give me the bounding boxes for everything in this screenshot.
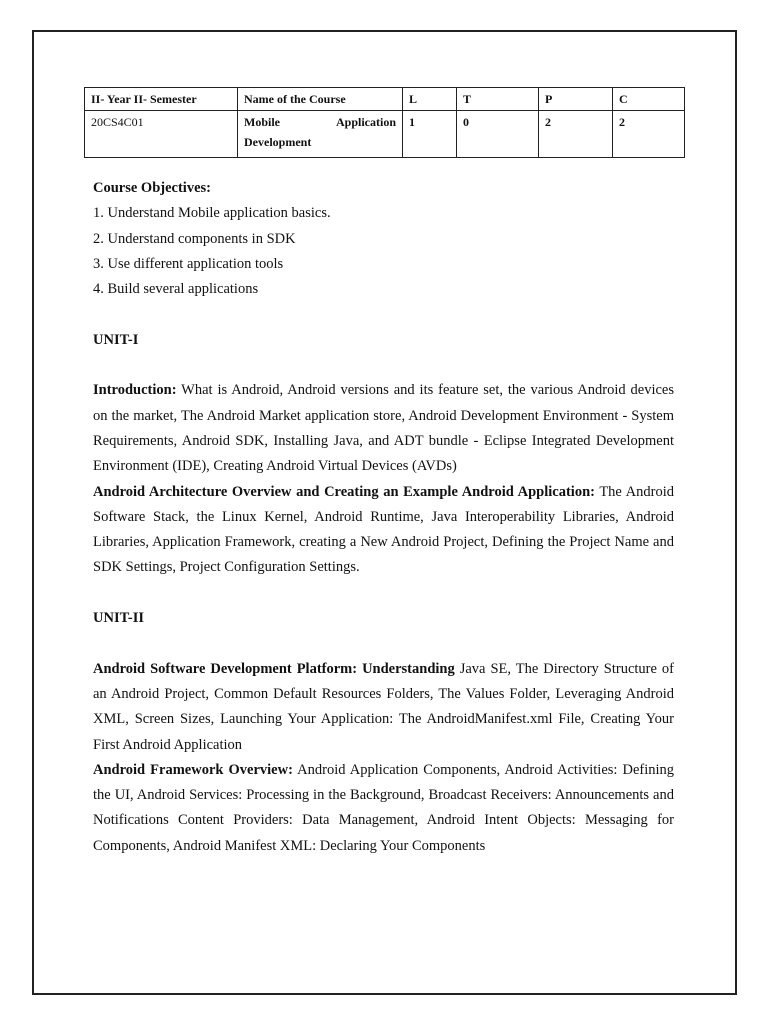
objective-item: 4. Build several applications (93, 281, 259, 298)
syllabus-content (93, 176, 674, 859)
practical-value: 2 (539, 111, 613, 158)
objective-item: 1. Understand Mobile application basics. (93, 205, 331, 222)
credits-header: C (613, 88, 685, 111)
credits-value: 2 (613, 111, 685, 158)
unit1-introduction-text: What is Android, Android versions and its feature set, the various Android devices on the market, The Android Market application store, Android Development Environment - System Requirements, Android SDK, Installing Java, and ADT bundle - Eclipse Integrated Development Environment (IDE), Creating Android Virtual Devices (AVDs) (93, 382, 674, 475)
course-name-header: Name of the Course (238, 88, 403, 111)
unit2-platform-title: Android Software Development Platform: Understanding (93, 660, 455, 677)
unit2-platform-paragraph (93, 657, 674, 758)
practical-header: P (539, 88, 613, 111)
objective-item: 2. Understand components in SDK (93, 230, 296, 247)
objective-item: 3. Use different application tools (93, 255, 284, 272)
unit2-framework-paragraph (93, 758, 674, 859)
lecture-value: 1 (403, 111, 457, 158)
table-header-row (85, 88, 685, 111)
unit1-architecture-title: Android Architecture Overview and Creating an Example Android Application: (93, 483, 595, 500)
unit1-introduction-title: Introduction: (93, 382, 177, 399)
course-name: Mobile Application Development (238, 111, 403, 158)
unit1-heading: UNIT-I (93, 331, 139, 348)
unit1-architecture-text: The Android Software Stack, the Linux Kernel, Android Runtime, Java Interoperability Libraries, Android Libraries, Application Framework, creating a New Android Project, Defining the Project Name and SDK Settings, Project Configuration Settings. (93, 483, 674, 576)
unit2-framework-text: Android Application Components, Android Activities: Defining the UI, Android Services: Processing in the Background, Broadcast Receivers: Announcements and Notifications Content Providers: Data Management, Android Intent Objects: Messaging for Components, Android Manifest XML: Declaring Your Components (93, 761, 675, 854)
tutorial-header: T (457, 88, 539, 111)
course-info-table (84, 87, 685, 158)
course-code: 20CS4C01 (85, 111, 238, 158)
unit1-architecture-paragraph (93, 480, 674, 581)
lecture-header: L (403, 88, 457, 111)
unit2-heading: UNIT-II (93, 610, 145, 627)
table-row (85, 111, 685, 158)
semester-header: II- Year II- Semester (85, 88, 238, 111)
unit2-platform-text: Java SE, The Directory Structure of an Android Project, Common Default Resources Folders, The Values Folder, Leveraging Android XML, Screen Sizes, Launching Your Application: The AndroidManifest.xml File, Creating Your First Android Application (93, 660, 674, 753)
unit2-framework-title: Android Framework Overview: (93, 761, 293, 778)
objectives-heading: Course Objectives: (93, 180, 211, 196)
unit1-introduction-paragraph (93, 378, 674, 479)
tutorial-value: 0 (457, 111, 539, 158)
